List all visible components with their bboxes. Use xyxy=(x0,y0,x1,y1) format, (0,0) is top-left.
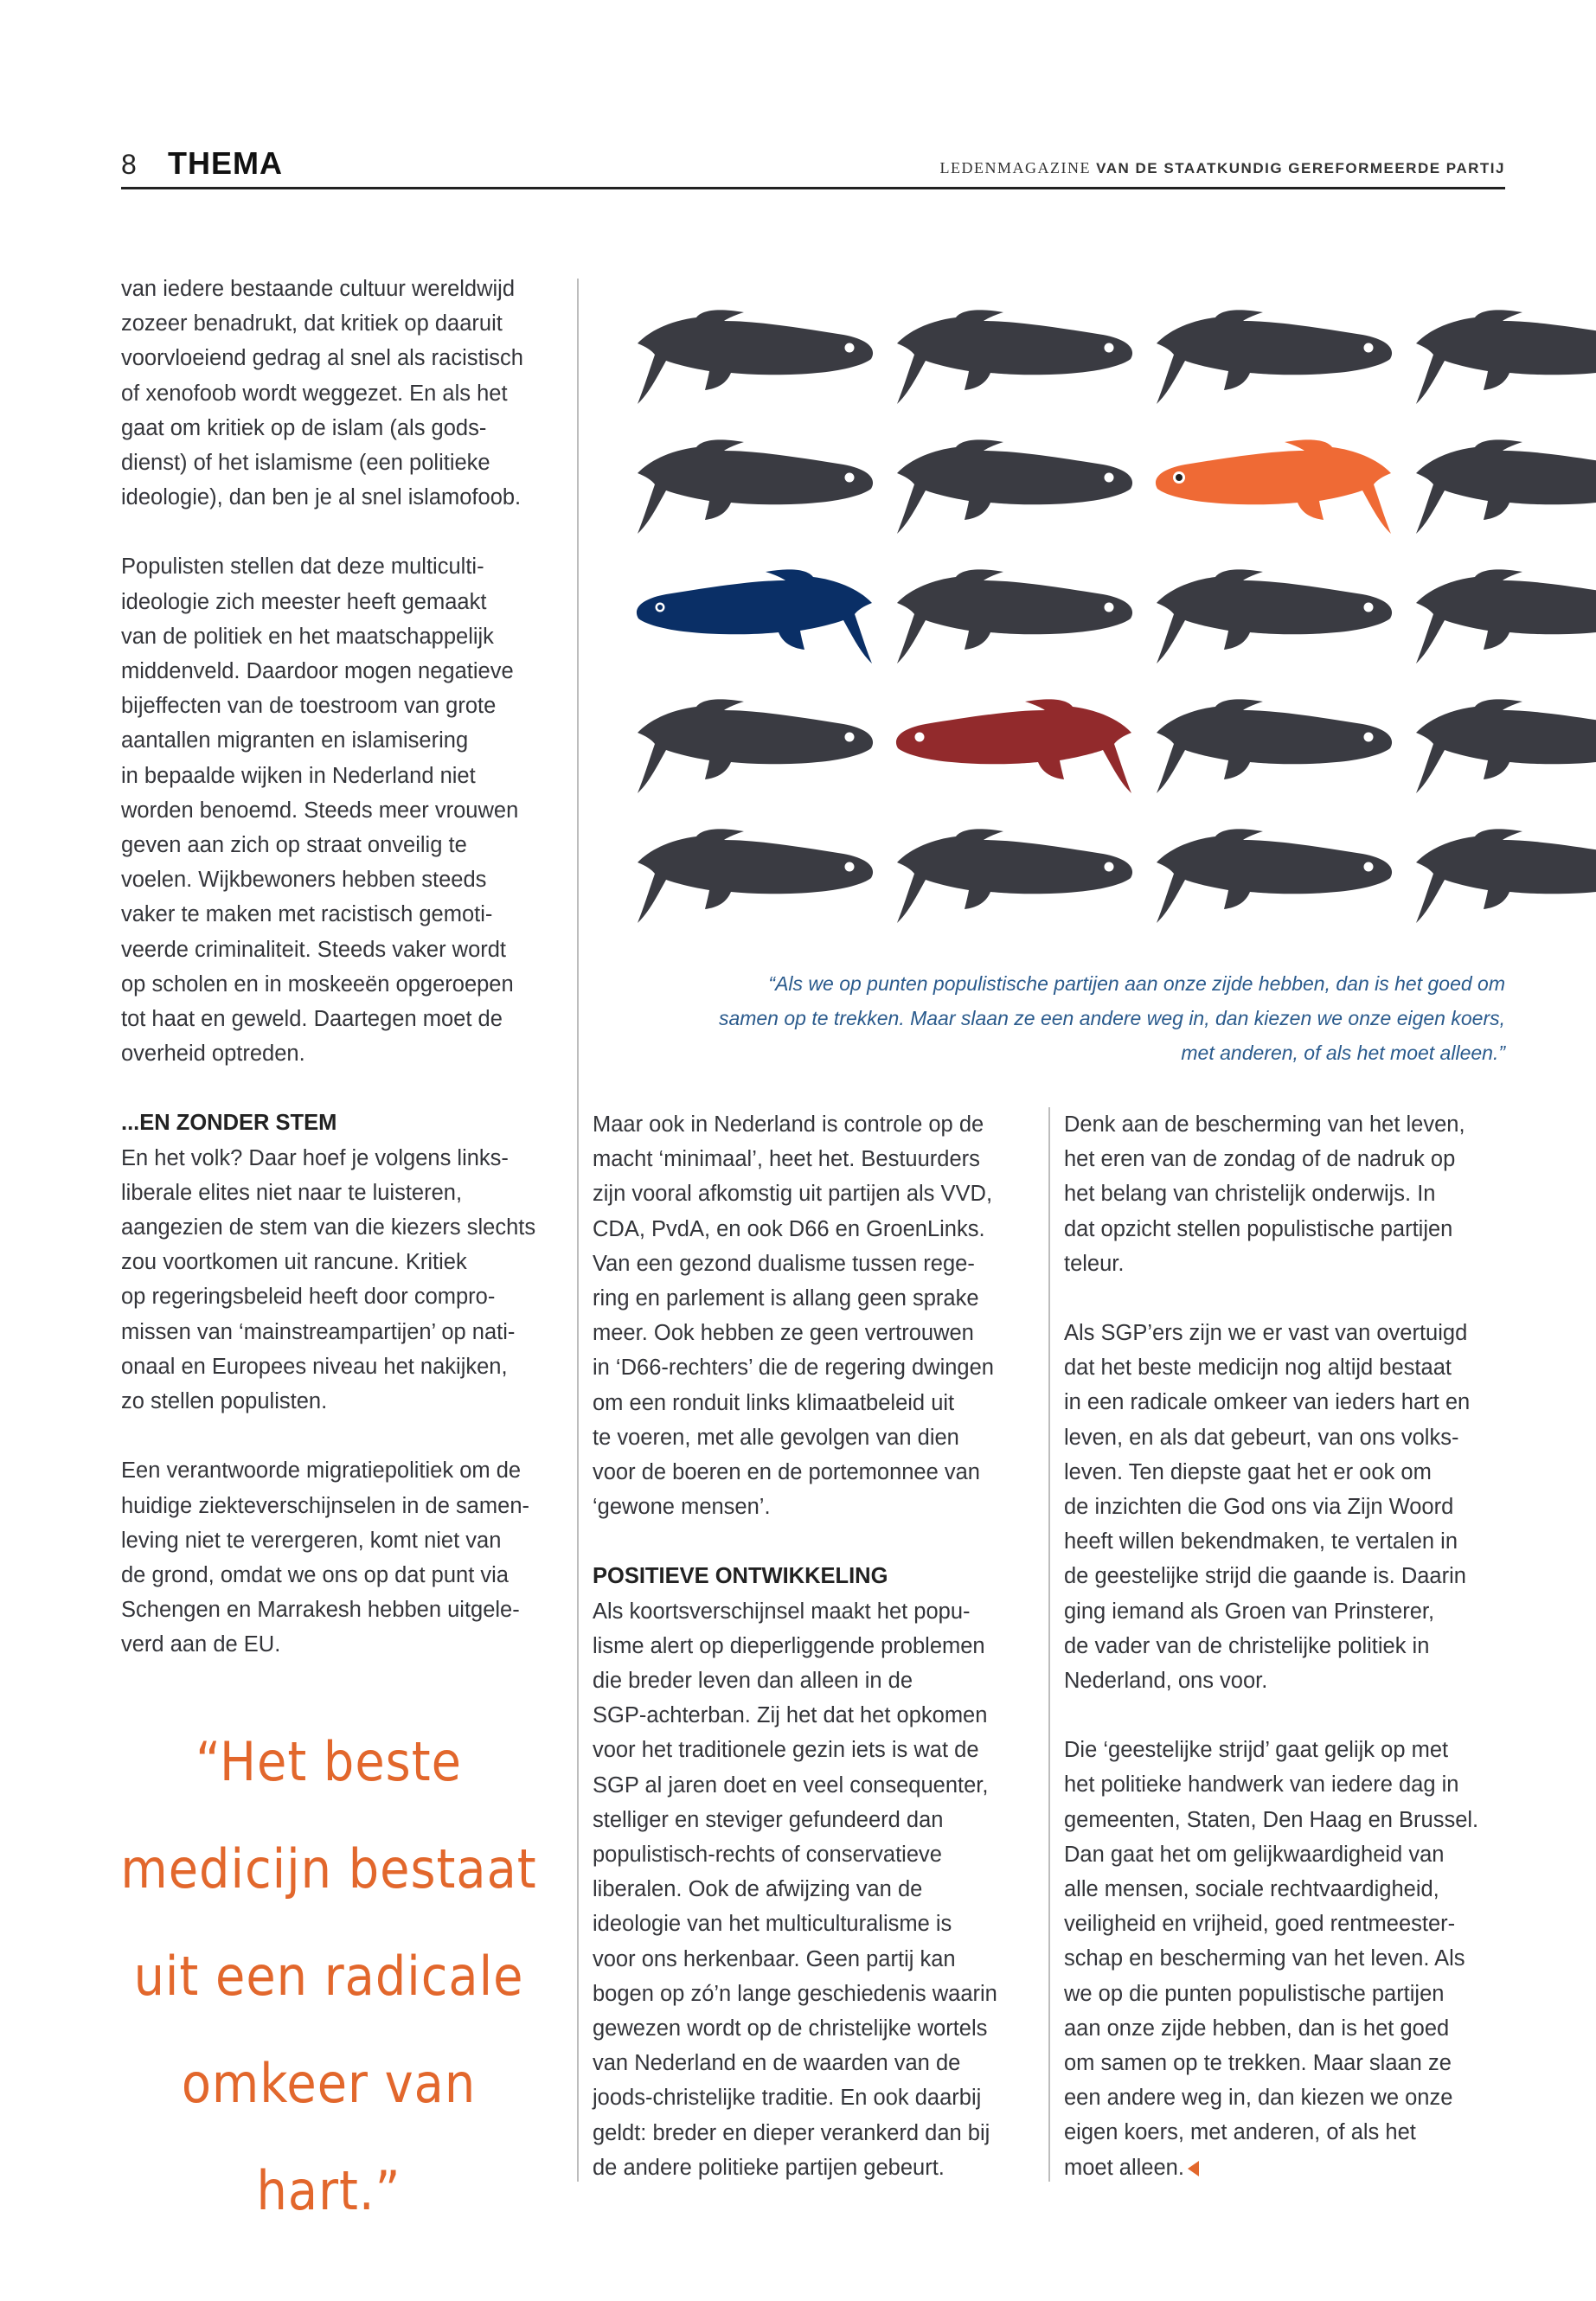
header-divider xyxy=(121,187,1505,189)
fish xyxy=(1416,829,1596,923)
paragraph: Populisten stellen dat deze multiculti- ideologie zich meester heeft gemaakt van de politiek en het maatschappelijk middenveld. Daardoor mogen negatieve bijeffecten van de toestroom van grote aantallen migranten en islamisering in bepaalde wijken in Nederland niet worden benoemd. Steeds meer vrouwen geven aan zich op straat onveilig te voelen. Wijkbewoners hebben steeds vaker te maken met racistisch gemoti- veerde criminaliteit. Steeds vaker wordt op scholen en in moskeeën opgeroepen tot haat en geweld. Daartegen moet de overheid optreden. xyxy=(121,554,519,1067)
fish xyxy=(1416,569,1596,663)
subheading: ...EN ZONDER STEM xyxy=(121,1111,337,1136)
fish xyxy=(897,439,1132,534)
fish-school-icon xyxy=(631,285,1596,960)
page-number: 8 xyxy=(121,149,137,180)
fish xyxy=(1157,699,1392,793)
paragraph: Een verantwoorde migratiepolitiek om de huidige ziekteverschijnselen in de samen- leving niet te verergeren, komt niet van de grond, omdat we ons op dat punt via Schengen en Marrakesh hebben uitgele- verd aan de EU. xyxy=(121,1458,530,1657)
paragraph: van iedere bestaande cultuur wereldwijd zozeer benadrukt, dat kritiek op daaruit voorvloeiend gedrag al snel als racistisch of xenofoob wordt weggezet. En als het gaat om kritiek op de islam (als gods- dienst) of het islamisme (een politieke ideologie), dan ben je al snel islamofoob. xyxy=(121,277,523,510)
fish xyxy=(897,569,1132,663)
fish xyxy=(897,310,1132,404)
article-column-3 xyxy=(1064,1107,1514,2185)
fish xyxy=(638,699,873,793)
fish xyxy=(638,310,873,404)
column-divider-1 xyxy=(577,279,579,2182)
paragraph: En het volk? Daar hoef je volgens links- liberale elites niet naar te luisteren, aangezien de stem van die kiezers slechts zou voortkomen uit rancune. Kritiek op regeringsbeleid heeft door compro- missen van ‘mainstreampartijen’ op nati- onaal en Europees niveau het nakijken, zo stellen populisten. xyxy=(121,1145,536,1414)
fish-blue xyxy=(637,569,872,663)
paragraph: Maar ook in Nederland is controle op de macht ‘minimaal’, heet het. Bestuurders zijn vooral afkomstig uit partijen als VVD, CDA, PvdA, en ook D66 en GroenLinks. Van een gezond dualisme tussen rege- ring en parlement is allang geen sprake meer. Ook hebben ze geen vertrouwen in ‘D66-rechters’ die de regering dwingen om een ronduit links klimaatbeleid uit te voeren, met alle gevolgen van dien voor de boeren en de portemonnee van ‘gewone mensen’. xyxy=(593,1112,994,1520)
paragraph xyxy=(1064,1733,1514,2185)
image-caption: “Als we op punten populistische partijen aan onze zijde hebben, dan is het goed om samen op te trekken. Maar slaan ze een andere weg in, dan kiezen we onze eigen koers, met anderen, of als het moet alleen.” xyxy=(718,972,1505,1064)
column-divider-2 xyxy=(1048,1107,1050,2182)
paragraph: Denk aan de bescherming van het leven, het eren van de zondag of de nadruk op het belang van christelijk onderwijs. In dat opzicht stellen populistische partijen teleur. xyxy=(1064,1112,1465,1276)
fish-orange xyxy=(1156,439,1391,534)
page-header xyxy=(121,145,1505,189)
article-column-2 xyxy=(593,1107,1042,2185)
fish-red xyxy=(896,699,1131,793)
fish xyxy=(1157,310,1392,404)
section-title: THEMA xyxy=(168,145,283,181)
fish-school-illustration xyxy=(631,285,1596,960)
paragraph-text: Die ‘geestelijke strijd’ gaat gelijk op met het politieke handwerk van iedere dag in gemeenten, Staten, Den Haag en Brussel. Dan gaat het om gelijkwaardigheid van alle mensen, sociale rechtvaardigheid, veiligheid en vrijheid, goed rentmeester- schap en bescherming van het leven. Als we op die punten populistische partijen aan onze zijde hebben, dan is het goed om samen op te trekken. Maar slaan ze een andere weg in, dan kiezen we onze eigen koers, met anderen, of als het moet alleen. xyxy=(1064,1738,1479,2180)
fish xyxy=(897,829,1132,923)
subheading: POSITIEVE ONTWIKKELING xyxy=(593,1564,888,1589)
paragraph: Als SGP’ers zijn we er vast van overtuigd dat het beste medicijn nog altijd bestaat in een radicale omkeer van ieders hart en leven, en als dat gebeurt, van ons volks- leven. Ten diepste gaat het er ook om de inzichten die God ons via Zijn Woord heeft willen bekendmaken, te vertalen in de geestelijke strijd die gaande is. Daarin ging iemand als Groen van Prinsterer, de vader van de christelijke politiek in Nederland, ons voor. xyxy=(1064,1321,1471,1694)
fish xyxy=(1157,569,1392,663)
magazine-title xyxy=(939,159,1505,177)
fish xyxy=(1416,699,1596,793)
fish xyxy=(1416,310,1596,404)
end-of-article-icon xyxy=(1188,2161,1199,2176)
fish xyxy=(1157,829,1392,923)
pull-quote: “Het beste medicijn bestaat uit een radicale omkeer van hart.” xyxy=(120,1730,537,2222)
paragraph: Als koortsverschijnsel maakt het popu- lisme alert op dieperliggende problemen die breder leven dan alleen in de SGP-achterban. Zij het dat het opkomen voor het traditionele gezin iets is wat de SGP al jaren doet en veel consequenter, stelliger en steviger gefundeerd dan populistisch-rechts of conservatieve liberalen. Ook de afwijzing van de ideologie van het multiculturalisme is voor ons herkenbaar. Geen partij kan bogen op zó’n lange geschiedenis waarin gewezen wordt op de christelijke wortels van Nederland en de waarden van de joods-christelijke traditie. En ook daarbij geldt: breder en dieper verankerd dan bij de andere politieke partijen gebeurt. xyxy=(593,1599,997,2180)
fish xyxy=(638,439,873,534)
fish xyxy=(1416,439,1596,534)
magazine-prefix: LEDENMAGAZINE xyxy=(939,159,1091,176)
magazine-name: VAN DE STAATKUNDIG GEREFORMEERDE PARTIJ xyxy=(1096,160,1505,176)
article-column-1 xyxy=(121,272,571,1663)
fish xyxy=(638,829,873,923)
